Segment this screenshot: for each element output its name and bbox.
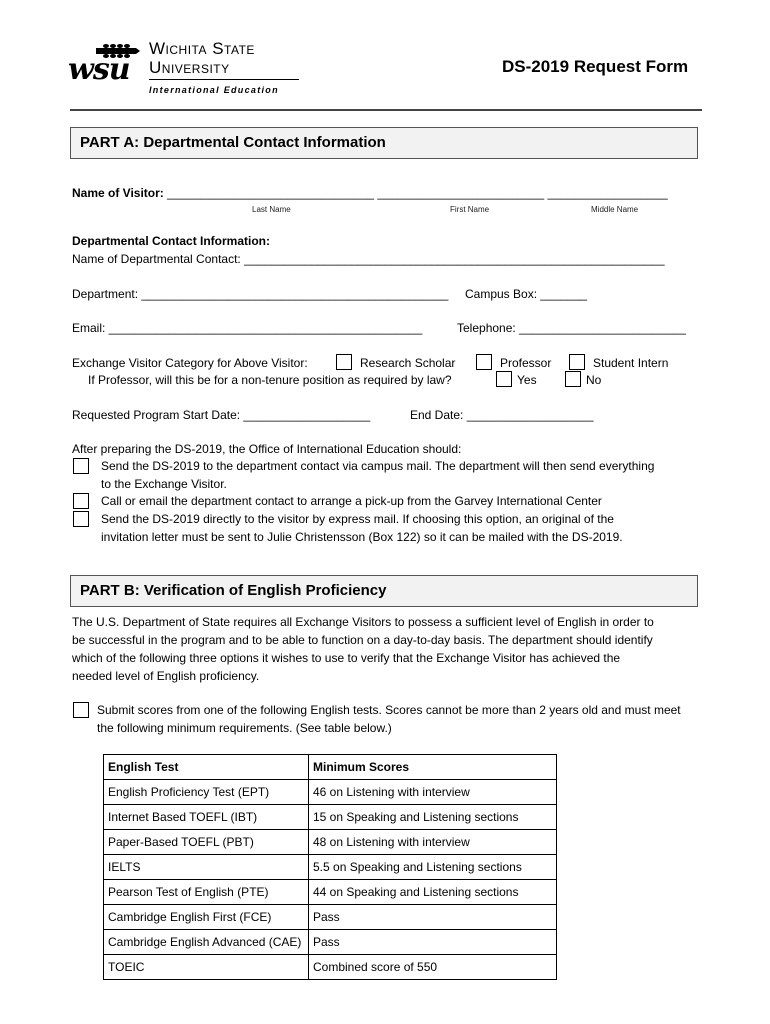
part-b-intro-line4: needed level of English proficiency.	[72, 669, 260, 683]
min-score-cell: 48 on Listening with interview	[309, 830, 557, 855]
visitor-name-blank: _______________________________ _________________________ __________________	[167, 186, 668, 200]
part-b-intro-line3: which of the following three options it wishes to use to verify that the Exchange Visitor has achieved the	[72, 651, 621, 665]
tenure-question: If Professor, will this be for a non-tenure position as required by law?	[88, 373, 452, 387]
submit-scores-line1: Submit scores from one of the following English tests. Scores cannot be more than 2 years old and must meet	[97, 703, 681, 717]
pickup-checkbox[interactable]	[73, 493, 89, 509]
min-score-cell: Combined score of 550	[309, 955, 557, 980]
header-divider	[70, 109, 702, 111]
tenure-yes-label: Yes	[517, 373, 537, 387]
table-header-test: English Test	[104, 755, 309, 780]
tenure-yes-checkbox[interactable]	[496, 371, 512, 387]
department-field[interactable]: Department: ______________________________________________	[72, 287, 449, 301]
middle-name-caption: Middle Name	[591, 205, 639, 214]
table-row	[104, 855, 557, 880]
campus-box-field[interactable]: Campus Box: _______	[465, 287, 588, 301]
table-row	[104, 830, 557, 855]
logo-wordmark: wsu	[68, 52, 130, 87]
visitor-name-label: Name of Visitor:	[72, 186, 164, 200]
professor-checkbox[interactable]	[476, 354, 492, 370]
form-title: DS-2019 Request Form	[502, 57, 689, 76]
part-a-header	[70, 127, 698, 159]
part-b-intro-line1: The U.S. Department of State requires all Exchange Visitors to possess a sufficient level of English in order to	[72, 615, 654, 629]
table-row	[104, 905, 557, 930]
part-b-title: PART B: Verification of English Proficiency	[80, 582, 387, 599]
option1-text-line1: Send the DS-2019 to the department contact via campus mail. The department will then send everything	[101, 459, 655, 473]
table-row	[104, 780, 557, 805]
option1-text-line2: to the Exchange Visitor.	[101, 477, 227, 491]
logo-divider	[149, 79, 299, 80]
research-scholar-checkbox[interactable]	[336, 354, 352, 370]
first-name-caption: First Name	[450, 205, 490, 214]
test-name-cell: Internet Based TOEFL (IBT)	[104, 805, 309, 830]
option3-text-line2: invitation letter must be sent to Julie Christensson (Box 122) so it can be mailed with the DS-2019.	[101, 530, 623, 544]
tenure-no-checkbox[interactable]	[565, 371, 581, 387]
contact-name-field[interactable]: Name of Departmental Contact: _______________________________________________________________	[72, 252, 665, 266]
test-name-cell: IELTS	[104, 855, 309, 880]
min-score-cell: 46 on Listening with interview	[309, 780, 557, 805]
option3-text-line1: Send the DS-2019 directly to the visitor by express mail. If choosing this option, an original of the	[101, 512, 614, 526]
table-row	[104, 805, 557, 830]
test-name-cell: Cambridge English Advanced (CAE)	[104, 930, 309, 955]
test-name-cell: Paper-Based TOEFL (PBT)	[104, 830, 309, 855]
test-name-cell: Cambridge English First (FCE)	[104, 905, 309, 930]
submit-scores-line2: the following minimum requirements. (See table below.)	[97, 721, 392, 735]
tenure-no-label: No	[586, 373, 602, 387]
professor-label: Professor	[500, 356, 552, 370]
last-name-caption: Last Name	[252, 205, 291, 214]
min-score-cell: Pass	[309, 930, 557, 955]
test-name-cell: TOEIC	[104, 955, 309, 980]
min-score-cell: Pass	[309, 905, 557, 930]
university-name-line2: University	[149, 58, 230, 77]
table-header-score: Minimum Scores	[309, 755, 557, 780]
table-row	[104, 880, 557, 905]
university-name-line1: Wichita State	[149, 39, 255, 58]
university-logo	[66, 40, 316, 102]
express-mail-checkbox[interactable]	[73, 511, 89, 527]
department-name: International Education	[149, 85, 279, 95]
test-name-cell: Pearson Test of English (PTE)	[104, 880, 309, 905]
campus-mail-checkbox[interactable]	[73, 458, 89, 474]
email-field[interactable]: Email: _______________________________________________	[72, 321, 423, 335]
after-preparing-text: After preparing the DS-2019, the Office of International Education should:	[72, 442, 462, 456]
student-intern-label: Student Intern	[593, 356, 669, 370]
min-score-cell: 44 on Speaking and Listening sections	[309, 880, 557, 905]
min-score-cell: 15 on Speaking and Listening sections	[309, 805, 557, 830]
test-name-cell: English Proficiency Test (EPT)	[104, 780, 309, 805]
part-b-header	[70, 575, 698, 607]
table-row	[104, 955, 557, 980]
start-date-field[interactable]: Requested Program Start Date: ___________________	[72, 408, 371, 422]
category-label: Exchange Visitor Category for Above Visitor:	[72, 356, 308, 370]
submit-scores-checkbox[interactable]	[73, 702, 89, 718]
telephone-field[interactable]: Telephone: _________________________	[457, 321, 686, 335]
part-b-intro-line2: be successful in the program and to be able to function on a day-to-day basis. The department should identify	[72, 633, 653, 647]
table-header-row	[104, 755, 557, 780]
part-a-title: PART A: Departmental Contact Information	[80, 134, 386, 151]
visitor-name-field[interactable]	[72, 186, 668, 200]
option2-text: Call or email the department contact to arrange a pick-up from the Garvey International Center	[101, 494, 602, 508]
english-test-table	[103, 754, 557, 980]
contact-heading: Departmental Contact Information:	[72, 234, 271, 248]
end-date-field[interactable]: End Date: ___________________	[410, 408, 594, 422]
student-intern-checkbox[interactable]	[569, 354, 585, 370]
table-row	[104, 930, 557, 955]
research-scholar-label: Research Scholar	[360, 356, 456, 370]
min-score-cell: 5.5 on Speaking and Listening sections	[309, 855, 557, 880]
